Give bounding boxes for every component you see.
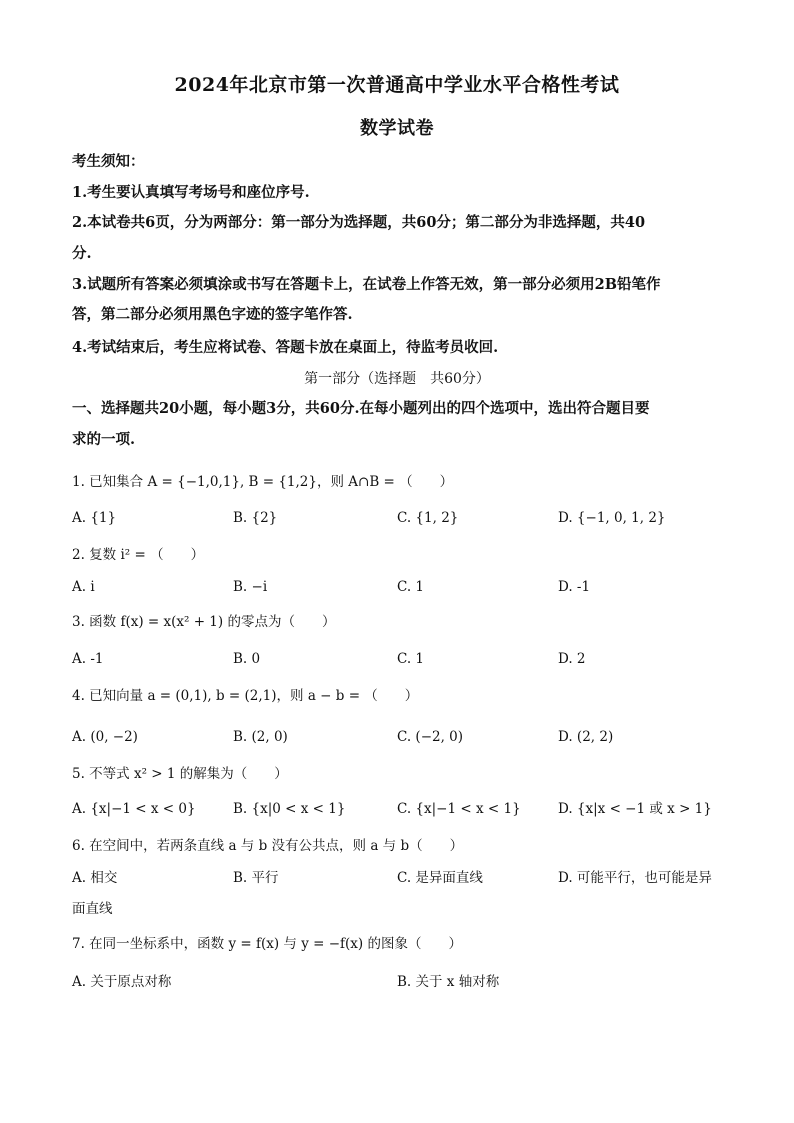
question-6-option-a[interactable]: A. 相交 [72, 870, 118, 886]
question-3-option-b[interactable]: B. 0 [233, 651, 261, 667]
question-6-stem: 6. 在空间中，若两条直线 a 与 b 没有公共点，则 a 与 b（ ） [72, 838, 464, 854]
question-5-option-a[interactable]: A. {x|−1 < x < 0} [72, 801, 196, 817]
question-4-stem: 4. 已知向量 a = (0,1), b = (2,1)，则 a − b = （ ） [72, 688, 419, 704]
part1-heading: 第一部分（选择题 共60分） [304, 371, 490, 387]
question-1-option-d[interactable]: D. {−1, 0, 1, 2} [558, 510, 666, 526]
question-4-option-c[interactable]: C. (−2, 0) [397, 729, 464, 745]
question-5-option-b[interactable]: B. {x|0 < x < 1} [233, 801, 346, 817]
question-2-stem: 2. 复数 i² = （ ） [72, 547, 205, 563]
notice-item-2-cont: 分. [72, 245, 92, 262]
exam-subtitle: 数学试卷 [360, 118, 434, 139]
question-7-option-b[interactable]: B. 关于 x 轴对称 [397, 974, 500, 990]
question-4-option-a[interactable]: A. (0, −2) [72, 729, 138, 745]
question-3-option-a[interactable]: A. -1 [72, 651, 104, 667]
exam-title: 2024年北京市第一次普通高中学业水平合格性考试 [174, 74, 620, 96]
notice-item-4: 4.考试结束后，考生应将试卷、答题卡放在桌面上，待监考员收回. [72, 339, 499, 356]
question-2-option-c[interactable]: C. 1 [397, 579, 425, 595]
question-2-option-a[interactable]: A. i [72, 579, 95, 595]
question-1-stem: 1. 已知集合 A = {−1,0,1}, B = {1,2}，则 A∩B = （ ） [72, 474, 454, 490]
part1-instructions: 一、选择题共20小题，每小题3分，共60分.在每小题列出的四个选项中，选出符合题目要 [72, 400, 650, 417]
question-2-option-d[interactable]: D. -1 [558, 579, 591, 595]
question-5-stem: 5. 不等式 x² > 1 的解集为（ ） [72, 766, 288, 782]
notice-item-3: 3.试题所有答案必须填涂或书写在答题卡上，在试卷上作答无效，第一部分必须用2B铅笔作 [72, 276, 661, 293]
question-6-option-d[interactable]: D. 可能平行，也可能是异 [558, 870, 712, 886]
question-3-stem: 3. 函数 f(x) = x(x² + 1) 的零点为（ ） [72, 614, 336, 630]
question-5-option-d[interactable]: D. {x|x < −1 或 x > 1} [558, 801, 712, 817]
question-7-option-a[interactable]: A. 关于原点对称 [72, 974, 172, 990]
question-2-option-b[interactable]: B. −i [233, 579, 268, 595]
question-7-stem: 7. 在同一坐标系中，函数 y = f(x) 与 y = −f(x) 的图象（ ） [72, 936, 462, 952]
part1-instructions-cont: 求的一项. [72, 431, 136, 448]
question-3-option-d[interactable]: D. 2 [558, 651, 586, 667]
question-6-option-b[interactable]: B. 平行 [233, 870, 279, 886]
notice-item-2: 2.本试卷共6页，分为两部分：第一部分为选择题，共60分；第二部分为非选择题，共40 [72, 214, 646, 231]
question-6-option-d-cont: 面直线 [72, 901, 113, 917]
question-3-option-c[interactable]: C. 1 [397, 651, 425, 667]
question-4-option-b[interactable]: B. (2, 0) [233, 729, 288, 745]
question-6-option-c[interactable]: C. 是异面直线 [397, 870, 483, 886]
question-5-option-c[interactable]: C. {x|−1 < x < 1} [397, 801, 521, 817]
question-1-option-a[interactable]: A. {1} [72, 510, 117, 526]
notice-heading: 考生须知： [72, 153, 145, 170]
question-1-option-c[interactable]: C. {1, 2} [397, 510, 459, 526]
notice-item-3-cont: 答，第二部分必须用黑色字迹的签字笔作答. [72, 306, 353, 323]
question-1-option-b[interactable]: B. {2} [233, 510, 278, 526]
question-4-option-d[interactable]: D. (2, 2) [558, 729, 614, 745]
notice-item-1: 1.考生要认真填写考场号和座位序号. [72, 184, 310, 201]
